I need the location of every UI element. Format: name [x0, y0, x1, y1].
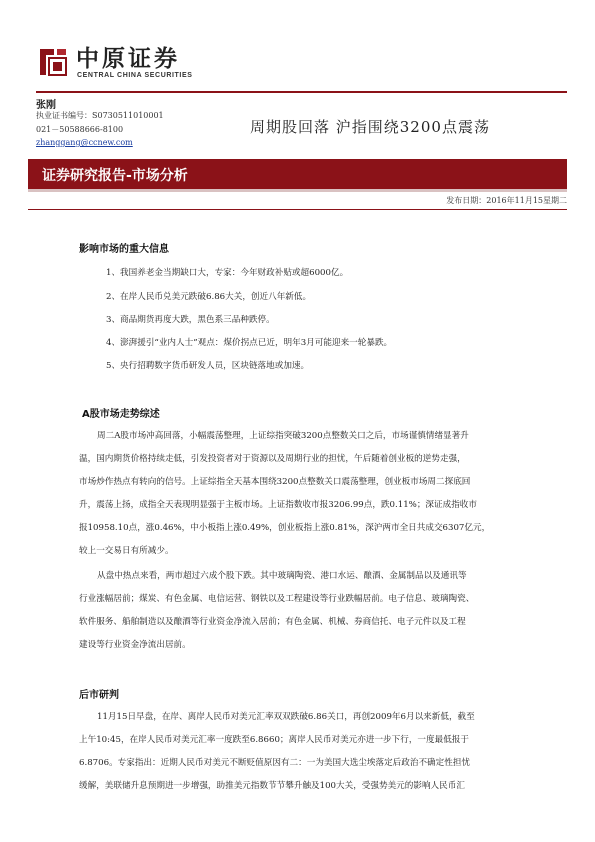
paragraph-line: 缓解，美联储升息预期进一步增强，助推美元指数节节攀升触及100大关，受强势美元的影响人民币汇 [79, 781, 465, 791]
paragraph-line: 6.8706。专家指出：近期人民币对美元不断贬值原因有二：一为美国大选尘埃落定后政治不确定性担忧 [79, 758, 471, 768]
report-title: 周期股回落 沪指围绕3200点震荡 [250, 118, 490, 136]
header-divider [36, 91, 567, 93]
paragraph-line: 报10958.10点，涨0.46%，中小板指上涨0.49%，创业板指上涨0.81%，深沪两市全日共成交6307亿元， [79, 523, 491, 533]
banner-shadow [28, 189, 567, 192]
company-logo-icon [38, 47, 68, 77]
list-item: 3、商品期货再度大跌，黑色系三品种跌停。 [106, 315, 275, 325]
analyst-phone: 021－50588666-8100 [36, 125, 124, 134]
paragraph-line: 11月15日早盘，在岸、离岸人民币对美元汇率双双跌破6.86关口，再创2009年6月以来新低，截至 [97, 712, 475, 722]
section-heading-key-info: 影响市场的重大信息 [79, 244, 169, 255]
paragraph-line: 较上一交易日有所减少。 [79, 546, 174, 556]
report-type-label: 证券研究报告-市场分析 [42, 168, 188, 184]
paragraph-line: 建设等行业资金净流出居前。 [79, 640, 191, 650]
paragraph-line: 温，国内期货价格持续走低，引发投资者对于资源以及周期行业的担忧，午后随着创业板的逆势走强， [79, 454, 466, 464]
list-item: 1、我国养老金当期缺口大，专家：今年财政补贴或超6000亿。 [106, 268, 349, 278]
paragraph-line: 上午10:45，在岸人民币对美元汇率一度跌至6.8660；离岸人民币对美元亦进一步下行，一度最低报于 [79, 735, 469, 745]
paragraph-line: 从盘中热点来看，两市超过六成个股下跌。其中玻璃陶瓷、港口水运、酿酒、金属制品以及通讯等 [97, 571, 467, 581]
paragraph-line: 周二A股市场冲高回落，小幅震荡整理，上证综指突破3200点整数关口之后，市场谨慎情绪显著升 [97, 431, 469, 441]
list-item: 2、在岸人民币兑美元跌破6.86大关，创近八年新低。 [106, 292, 312, 302]
section-heading-a-share: A股市场走势综述 [82, 409, 160, 420]
report-type-banner [28, 159, 567, 189]
company-name-en: CENTRAL CHINA SECURITIES [77, 72, 193, 79]
list-item: 5、央行招聘数字货币研发人员，区块链落地或加速。 [106, 361, 310, 371]
paragraph-line: 行业涨幅居前；煤炭、有色金属、电信运营、钢铁以及工程建设等行业跌幅居前。电子信息、玻璃陶瓷、 [79, 594, 475, 604]
section-heading-outlook: 后市研判 [79, 690, 119, 701]
list-item: 4、澎湃援引“业内人士”观点：煤价拐点已近，明年3月可能迎来一轮暴跌。 [106, 338, 393, 348]
paragraph-line: 升，震荡上扬，成指全天表现明显强于主板市场。上证指数收市报3206.99点，跌0.11%；深证成指收市 [79, 500, 477, 510]
analyst-license: 执业证书编号：S0730511010001 [36, 111, 164, 120]
analyst-name: 张刚 [36, 100, 56, 111]
company-name-cn: 中原证券 [76, 46, 180, 72]
paragraph-line: 市场炒作热点有转向的信号。上证综指全天基本围绕3200点整数关口震荡整理，创业板市场周二探底回 [79, 477, 471, 487]
date-divider [28, 209, 567, 210]
paragraph-line: 软件服务、船舶制造以及酿酒等行业资金净流入居前；有色金属、机械、券商信托、电子元件以及工程 [79, 617, 466, 627]
analyst-email-link[interactable]: zhanggang@ccnew.com [36, 138, 133, 147]
publish-date: 发布日期：2016年11月15星期二 [446, 196, 567, 205]
